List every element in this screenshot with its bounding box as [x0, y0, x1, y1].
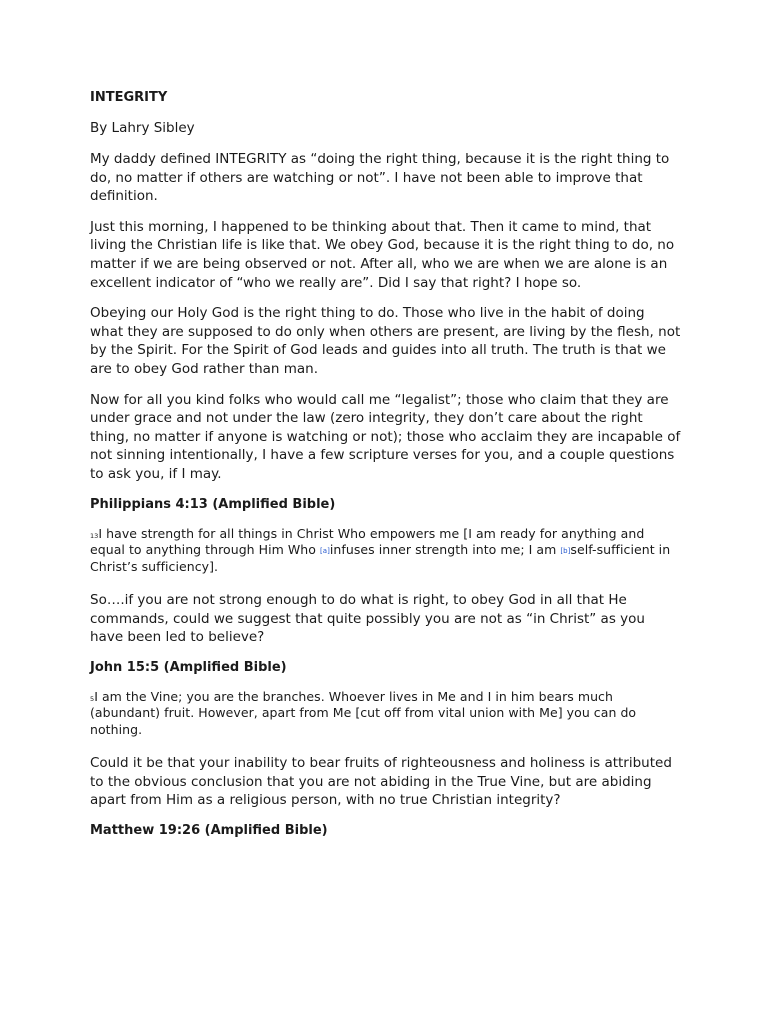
verse-text: I am the Vine; you are the branches. Whoever lives in Me and I in him bears much (abundant) fruit. However, apart from Me [cut off from vital union with Me] you can do nothing.: [90, 688, 637, 737]
paragraph: Now for all you kind folks who would call me “legalist”; those who claim that they are under grace and not under the law (zero integrity, they don’t care about the right thing, no matter if anyone is watching or not); those who acclaim they are incapable of not sinning intentionally, I have a few scripture verses for you, and a couple questions to ask you, if I may.: [90, 391, 681, 482]
scripture-reference-philippians: Philippians 4:13 (Amplified Bible): [90, 496, 336, 512]
paragraph: Obeying our Holy God is the right thing to do. Those who live in the habit of doing what they are supposed to do only when others are present, are living by the flesh, not by the Spirit. For the Spirit of God leads and guides into all truth. The truth is that we are to obey God rather than man.: [90, 305, 681, 377]
scripture-verse-philippians: [90, 526, 682, 576]
commentary-paragraph: Could it be that your inability to bear fruits of righteousness and holiness is attributed to the obvious conclusion that you are not abiding in the True Vine, but are abiding apart from Him as a religious person, with no true Christian integrity?: [90, 755, 672, 809]
paragraph: Just this morning, I happened to be thinking about that. Then it came to mind, that living the Christian life is like that. We obey God, because it is the right thing to do, no matter if we are being observed or not. After all, who we are when we are alone is an excellent indicator of “who we really are”. Did I say that right? I hope so.: [90, 218, 675, 291]
verse-number: 5: [90, 694, 95, 703]
scripture-reference-john: John 15:5 (Amplified Bible): [90, 659, 287, 675]
paragraph: My daddy defined INTEGRITY as “doing the right thing, because it is the right thing to do, no matter if others are watching or not”. I have not been able to improve that definition.: [90, 151, 670, 205]
verse-text: infuses inner strength into me; I am: [329, 542, 561, 557]
verse-number: 13: [90, 531, 99, 540]
document-body: [90, 88, 682, 852]
footnote-link-a[interactable]: [a]: [320, 547, 330, 555]
author-byline: By Lahry Sibley: [90, 120, 195, 136]
scripture-verse-john: [90, 689, 682, 739]
footnote-link-b[interactable]: [b]: [560, 547, 571, 555]
verse-text: I have strength for all things in Christ Who empowers me [I am ready for anything and equal to anything through Him Who: [90, 525, 645, 557]
verse-text: self-sufficient in Christ’s sufficiency].: [90, 542, 671, 574]
commentary-paragraph: So….if you are not strong enough to do what is right, to obey God in all that He commands, could we suggest that quite possibly you are not as “in Christ” as you have been led to believe?: [90, 592, 645, 646]
document-title: INTEGRITY: [90, 90, 168, 105]
scripture-reference-matthew: Matthew 19:26 (Amplified Bible): [90, 823, 328, 839]
